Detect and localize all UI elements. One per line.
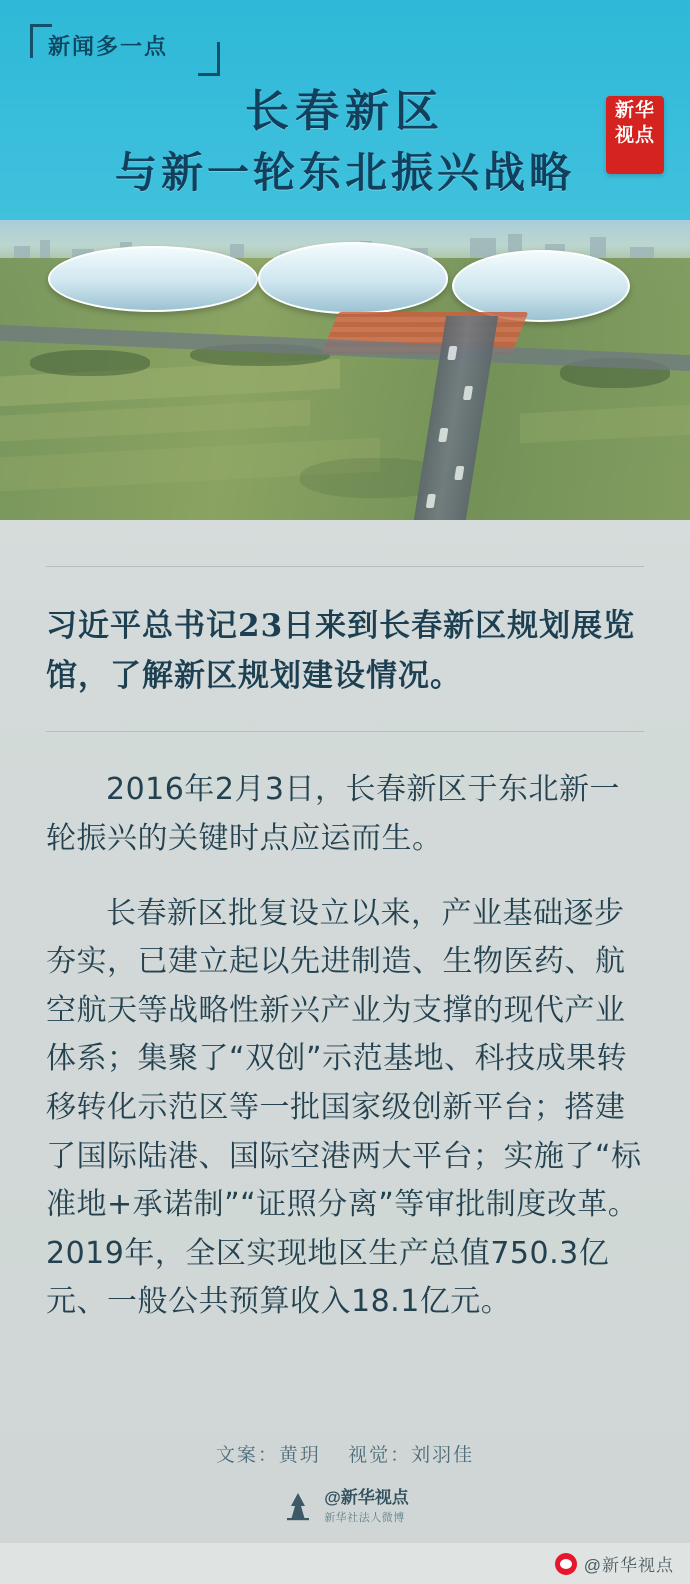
weibo-icon[interactable] [555, 1553, 577, 1575]
stadium-center [258, 242, 448, 314]
account-name: @新华视点 [324, 1488, 409, 1507]
page-title [0, 84, 690, 202]
account-badge[interactable] [0, 1488, 690, 1527]
brand-stamp: 新华视点 [606, 96, 664, 174]
frame-corner-bottom-right [198, 42, 220, 76]
title-line-1: 长春新区 [245, 86, 445, 137]
credits [0, 1440, 690, 1467]
paragraph-2: 长春新区批复设立以来，产业基础逐步夯实，已建立起以先进制造、生物医药、航空航天等战略性新兴产业为支撑的现代产业体系；集聚了“双创”示范基地、科技成果转移转化示范区等一批国家级创新平台；搭建了国际陆港、国际空港两大平台；实施了“标准地+承诺制”“证照分离”等审批制度改革。2019年，全区实现地区生产总值750.3亿元、一般公共预算收入18.1亿元。 [46, 895, 642, 1320]
stadium-west [48, 246, 258, 312]
account-subtitle: 新华社法人微博 [324, 1512, 405, 1525]
hero-photo [0, 220, 690, 520]
weibo-account-label[interactable]: @新华视点 [583, 1556, 674, 1575]
article-body [0, 520, 690, 1353]
hero-header [0, 0, 690, 520]
body-paragraphs [46, 732, 644, 1327]
kicker-label: 新闻多一点 [48, 35, 169, 60]
xinhua-logo-icon [281, 1490, 315, 1524]
kicker-frame [30, 24, 220, 76]
account-text [324, 1488, 409, 1527]
credit-writer: 文案：黄玥 [215, 1445, 321, 1466]
paragraph-1: 2016年2月3日，长春新区于东北新一轮振兴的关键时点应运而生。 [46, 772, 621, 857]
lead-paragraph: 习近平总书记23日来到长春新区规划展览馆，了解新区规划建设情况。 [46, 608, 636, 695]
credit-designer: 视觉：刘羽佳 [348, 1445, 475, 1466]
title-line-2: 与新一轮东北振兴战略 [114, 148, 575, 197]
bottom-bar [0, 1542, 690, 1584]
